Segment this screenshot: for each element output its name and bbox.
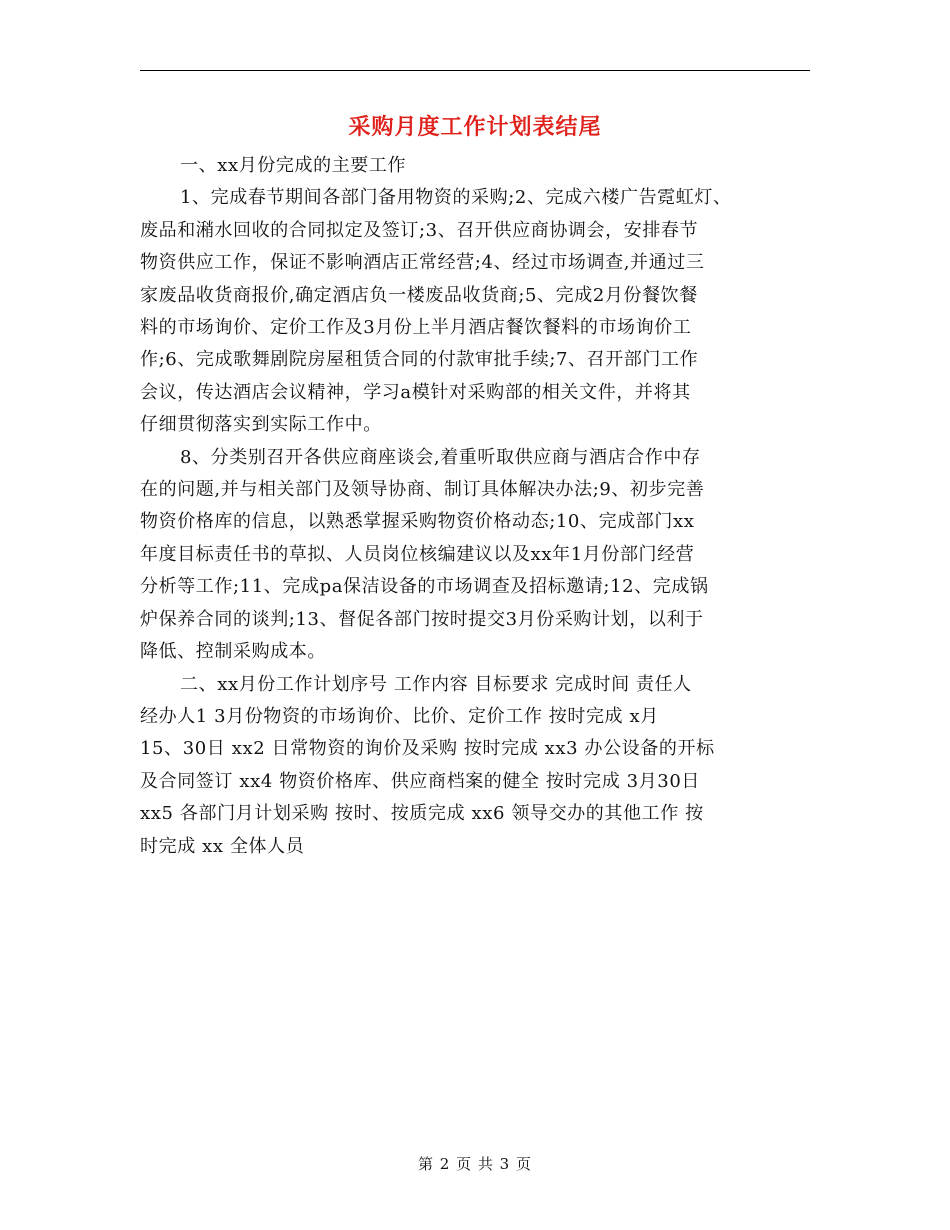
text-line: 年度目标责任书的草拟、人员岗位核编建议以及xx年1月份部门经营 (140, 543, 695, 565)
text-line: 8、分类别召开各供应商座谈会,着重听取供应商与酒店合作中存 (180, 446, 701, 468)
text-line: 炉保养合同的谈判;13、督促各部门按时提交3月份采购计划，以利于 (140, 608, 704, 630)
text-line: 及合同签订 xx4 物资价格库、供应商档案的健全 按时完成 3月30日 (140, 770, 700, 792)
text-line: 二、xx月份工作计划序号 工作内容 目标要求 完成时间 责任人 (180, 673, 692, 695)
text-line: xx5 各部门月计划采购 按时、按质完成 xx6 领导交办的其他工作 按 (140, 803, 704, 825)
document-title: 采购月度工作计划表结尾 (348, 114, 602, 140)
text-line: 会议，传达酒店会议精神，学习a模针对采购部的相关文件，并将其 (140, 381, 691, 403)
text-line: 作;6、完成歌舞剧院房屋租赁合同的付款审批手续;7、召开部门工作 (140, 349, 699, 371)
page-number-footer: 第 2 页 共 3 页 (418, 1155, 532, 1173)
document-body (140, 150, 810, 863)
text-line: 仔细贯彻落实到实际工作中。 (140, 414, 382, 436)
header-rule (140, 70, 810, 71)
paragraph-2 (140, 442, 810, 669)
text-line: 一、xx月份完成的主要工作 (180, 155, 407, 176)
text-line: 降低、控制采购成本。 (140, 641, 326, 663)
text-line: 在的问题,并与相关部门及领导协商、制订具体解决办法;9、初步完善 (140, 479, 705, 501)
paragraph-1 (140, 182, 810, 441)
text-line: 废品和潲水回收的合同拟定及签订;3、召开供应商协调会，安排春节 (140, 219, 699, 241)
text-line: 时完成 xx 全体人员 (140, 835, 305, 857)
text-line: 15、30日 xx2 日常物资的询价及采购 按时完成 xx3 办公设备的开标 (140, 738, 715, 760)
section-1-heading (140, 150, 810, 182)
text-line: 经办人1 3月份物资的市场询价、比价、定价工作 按时完成 x月 (140, 705, 659, 727)
text-line: 物资供应工作，保证不影响酒店正常经营;4、经过市场调查,并通过三 (140, 252, 705, 274)
text-line: 家废品收货商报价,确定酒店负一楼废品收货商;5、完成2月份餐饮餐 (140, 284, 698, 306)
paragraph-3 (140, 669, 810, 863)
text-line: 分析等工作;11、完成pa保洁设备的市场调查及招标邀请;12、完成锅 (140, 576, 709, 598)
text-line: 料的市场询价、定价工作及3月份上半月酒店餐饮餐料的市场询价工 (140, 317, 692, 339)
text-line: 1、完成春节期间各部门备用物资的采购;2、完成六楼广告霓虹灯、 (180, 187, 732, 209)
text-line: 物资价格库的信息，以熟悉掌握采购物资价格动态;10、完成部门xx (140, 511, 695, 533)
